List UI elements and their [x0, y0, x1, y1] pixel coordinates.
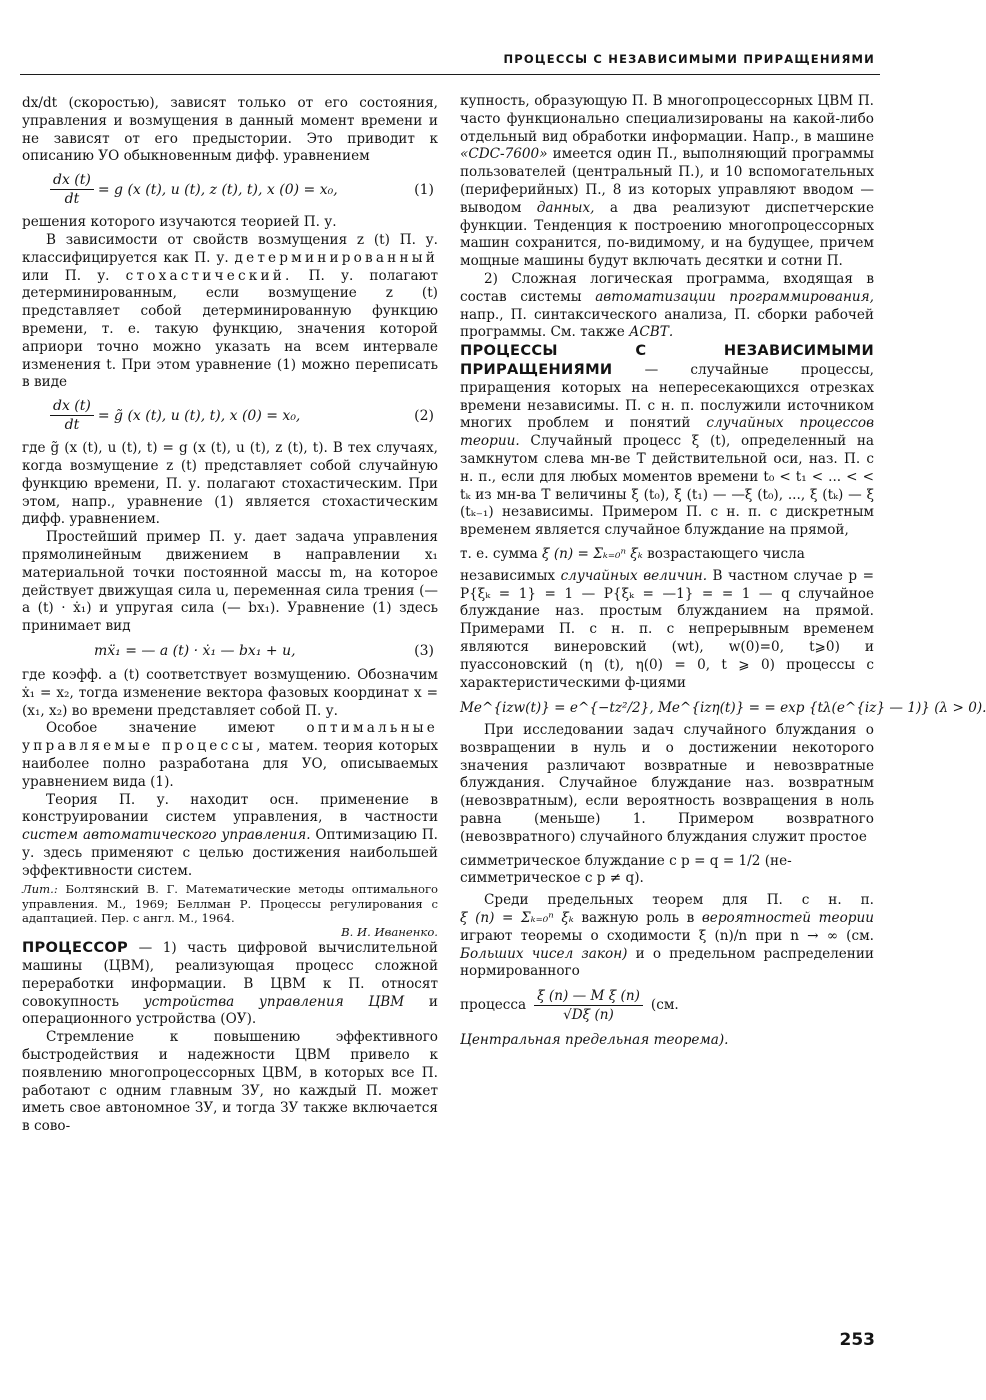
normalized-process-fraction [534, 987, 643, 1024]
equation-number: (2) [414, 407, 434, 424]
paragraph: купность, образующую П. В многопроцессорных ЦВМ П. часто функционально специализированы на какой-либо отдельный вид обработки информации. Напр., в машине «CDC-7600» имеется один П., выполняющий программы пользователей (центральный П.), и 10 вспомогательных (периферийных) П., 8 из которых управляют вводом — выводом данных, а два реализуют диспетчерские функции. Тенденция к построению многопроцессорных машин сохранится, по-видимому, и на будущее, причем мощные машины будут включать десятки и сотни П. [460, 93, 874, 270]
literature-text: Болтянский В. Г. Математические методы оптимального управления. М., 1969; Беллман Р. Процессы регулирования с адаптацией. Пер. с англ. М., 1964. [22, 882, 438, 925]
paragraph: т. е. сумма ξ (n) = Σₖ₌₀ⁿ ξₖ возрастающего числа [460, 545, 805, 562]
paragraph: Простейший пример П. у. дает задача управления прямолинейным движением в направлении x₁ материальной точки постоянной массы m, на которое действует движущая сила u, переменная сила трения (— a (t) · ẋ₁) и упругая сила (— bx₁). Уравнение (1) здесь принимает вид [22, 529, 438, 635]
paragraph: Особое значение имеют оптимальные управляемые процессы, матем. теория которых наиболее полно разработана для УО, описываемых уравнением вида (1). [22, 720, 438, 790]
fraction-denominator: dt [64, 191, 80, 208]
paragraph: Стремление к повышению эффективного быстродействия и надежности ЦВМ привело к появлению многопроцессорных ЦВМ, в которых все П. работают с одним главным ЗУ, но каждый П. может иметь свое автономное ЗУ, и тогда ЗУ также включается в сово- [22, 1029, 438, 1135]
paragraph: Среди предельных теорем для П. с н. п. ξ (n) = Σₖ₌₀ⁿ ξₖ важную роль в вероятностей теории играют теоремы о сходимости ξ (n)/n при n → ∞ (см. Больших чисел закон) и о предельном распределении нормированного [460, 892, 874, 980]
paragraph: независимых случайных величин. В частном случае p = P{ξₖ = 1} = 1 — P{ξₖ = —1} = = 1 — q случайное блуждание наз. простым блужданием на прямой. Примерами П. с н. п. с непрерывным временем являются винеровский (wt), w(0)=0, t⩾0) и пуассоновский (η (t), η(0) = 0, t ⩾ 0) процессы с характеристическими ф-циями [460, 567, 874, 691]
paragraph: решения которого изучаются теорией П. у. [22, 214, 337, 231]
spaced-term: детерминированный [234, 249, 438, 266]
equation-rhs: = g (x (t), u (t), z (t), t), x (0) = x₀, [97, 181, 338, 198]
cross-reference: вероятностей теории [701, 910, 874, 927]
header-rule [20, 74, 880, 75]
sum-formula: ξ (n) = Σₖ₌₀ⁿ ξₖ [542, 545, 643, 562]
spaced-term: оптимальные управляемые процессы, [22, 720, 438, 755]
equation-number: (3) [414, 642, 434, 659]
cross-reference: систем автоматического управления. [22, 827, 311, 844]
paragraph: При исследовании задач случайного блуждания о возвращении в нуль и о достижении некоторого значения различают возвратные и невозвратные блуждания. Случайное блуждание наз. возвратным (невозвратным), если вероятность возвращения в ноль равна (меньше) 1. Примером возвратного (невозвратного) случайного блуждания служит простое [460, 722, 874, 845]
page-number: 253 [839, 1330, 875, 1350]
paragraph: Теория П. у. находит осн. применение в конструировании систем управления, в частности систем автоматического управления. Оптимизацию П. у. здесь применяют с целью достижения наибольшей эффективности систем. [22, 791, 439, 879]
equation-rhs: = g̃ (x (t), u (t), t), x (0) = x₀, [97, 407, 301, 424]
cross-reference: случайных величин. [560, 567, 708, 584]
fraction [50, 397, 94, 434]
entry-processor: ПРОЦЕССОР — 1) часть цифровой вычислительной машины (ЦВМ), реализующая процесс сложной переработки информации. В ЦВМ к П. относят совокупность устройства управления ЦВМ и операционного устройства (ОУ). [22, 939, 438, 1028]
equation-3 [22, 641, 438, 661]
article-author: В. И. Иваненко. [341, 925, 438, 940]
characteristic-functions: Me^{izw(t)} = e^{−tz²/2}, Me^{izη(t)} = = exp {tλ(e^{iz} — 1)} (λ > 0). [460, 700, 986, 717]
running-head: ПРОЦЕССЫ С НЕЗАВИСИМЫМИ ПРИРАЩЕНИЯМИ [503, 52, 875, 66]
cross-reference: Центральная предельная теорема). [460, 1032, 729, 1049]
cross-reference: Больших чисел закон) [460, 945, 628, 962]
paragraph: 2) Сложная логическая программа, входящая в состав системы автоматизации программирования, напр., П. синтаксического анализа, П. сборки рабочей программы. См. также АСВТ. [460, 270, 874, 341]
equation-1 [22, 171, 438, 208]
entry-headword: ПРОЦЕССОР [22, 939, 129, 957]
fraction-numerator: dx (t) [50, 171, 94, 190]
paragraph: где коэфф. a (t) соответствует возмущению. Обозначим ẋ₁ = x₂, тогда изменение вектора фазовых координат x = (x₁, x₂) во времени представляет собой П. у. [22, 666, 438, 719]
paragraph: где g̃ (x (t), u (t), t) = g (x (t), u (t), z (t), t). В тех случаях, когда возмущение z (t) представляет собой случайную функцию времени, П. у. полагают стохастическим. При этом, напр., уравнение (1) является стохастическим дифф. уравнением. [22, 440, 438, 528]
paragraph: процесса $\frac{\text{ξ (n) — M ξ (n)}}{√D\xi (n)}$ (см. Центральная предельная теорема). [460, 988, 729, 1049]
paragraph: В зависимости от свойств возмущения z (t) П. у. классифицируется как П. у. детерминированный или П. у. стохастический. П. у. полагают детерминированным, если возмущение z (t) представляет собой детерминированную функцию времени, т. е. такую функцию, значения которой априори точно можно указать на всем интервале изменения t. При этом уравнение (1) можно переписать в виде [22, 231, 438, 391]
literature-label: Лит.: [22, 882, 58, 897]
sum-formula: ξ (n) = Σₖ₌₀ⁿ ξₖ [460, 910, 574, 927]
spaced-term: стохастический. [125, 267, 293, 284]
machine-name: «CDC-7600» [460, 146, 548, 163]
cross-reference: устройства управления ЦВМ [143, 993, 405, 1010]
paragraph: симметрическое блуждание с p = q = 1/2 (не- [460, 852, 792, 869]
right-column [460, 93, 986, 1050]
entry-headword: ПРОЦЕССЫ С НЕЗАВИСИМЫМИ ПРИРАЩЕНИЯМИ [460, 342, 874, 378]
fraction-numerator: ξ (n) — M ξ (n) [534, 987, 643, 1006]
fraction-denominator: dt [64, 417, 80, 434]
fraction-numerator: dx (t) [50, 397, 94, 416]
cross-reference: данных, [536, 199, 595, 216]
cross-reference: случайных процессов теории. [460, 415, 874, 450]
paragraph: dx/dt (скоростью), зависят только от его состояния, управления и возмущения в данный момент времени и не зависят от его предыстории. Это приводит к описанию УО обыкновенным дифф. уравнением [22, 95, 438, 165]
cross-reference: АСВТ. [629, 324, 674, 341]
left-column [22, 95, 438, 1136]
paragraph: симметрическое с p ≠ q). [460, 870, 644, 887]
equation-body: mẍ₁ = — a (t) · ẋ₁ — bx₁ + u, [94, 642, 296, 659]
cross-reference: автоматизации программирования, [595, 288, 874, 305]
fraction [50, 171, 94, 208]
literature-block [22, 882, 438, 939]
entry-independent-increments: ПРОЦЕССЫ С НЕЗАВИСИМЫМИ ПРИРАЩЕНИЯМИ — случайные процессы, приращения которых на непересекающихся отрезках времени независимы. П. с н. п. послужили источником многих проблем и понятий случайных процессов теории. Случайный процесс ξ (t), определенный на замкнутом слева мн-ве T действительной оси, наз. П. с н. п., если для любых моментов времени t₀ < t₁ < ... < < tₖ из мн-ва T величины ξ (t₀), ξ (t₁) — —ξ (t₀), ..., ξ (tₖ) — ξ (tₖ₋₁) независимы. Примером П. с н. п. с дискретным временем является случайное блуждание на прямой, [460, 342, 874, 539]
fraction-denominator: √Dξ (n) [563, 1007, 614, 1024]
equation-2 [22, 397, 438, 434]
equation-number: (1) [414, 181, 434, 198]
